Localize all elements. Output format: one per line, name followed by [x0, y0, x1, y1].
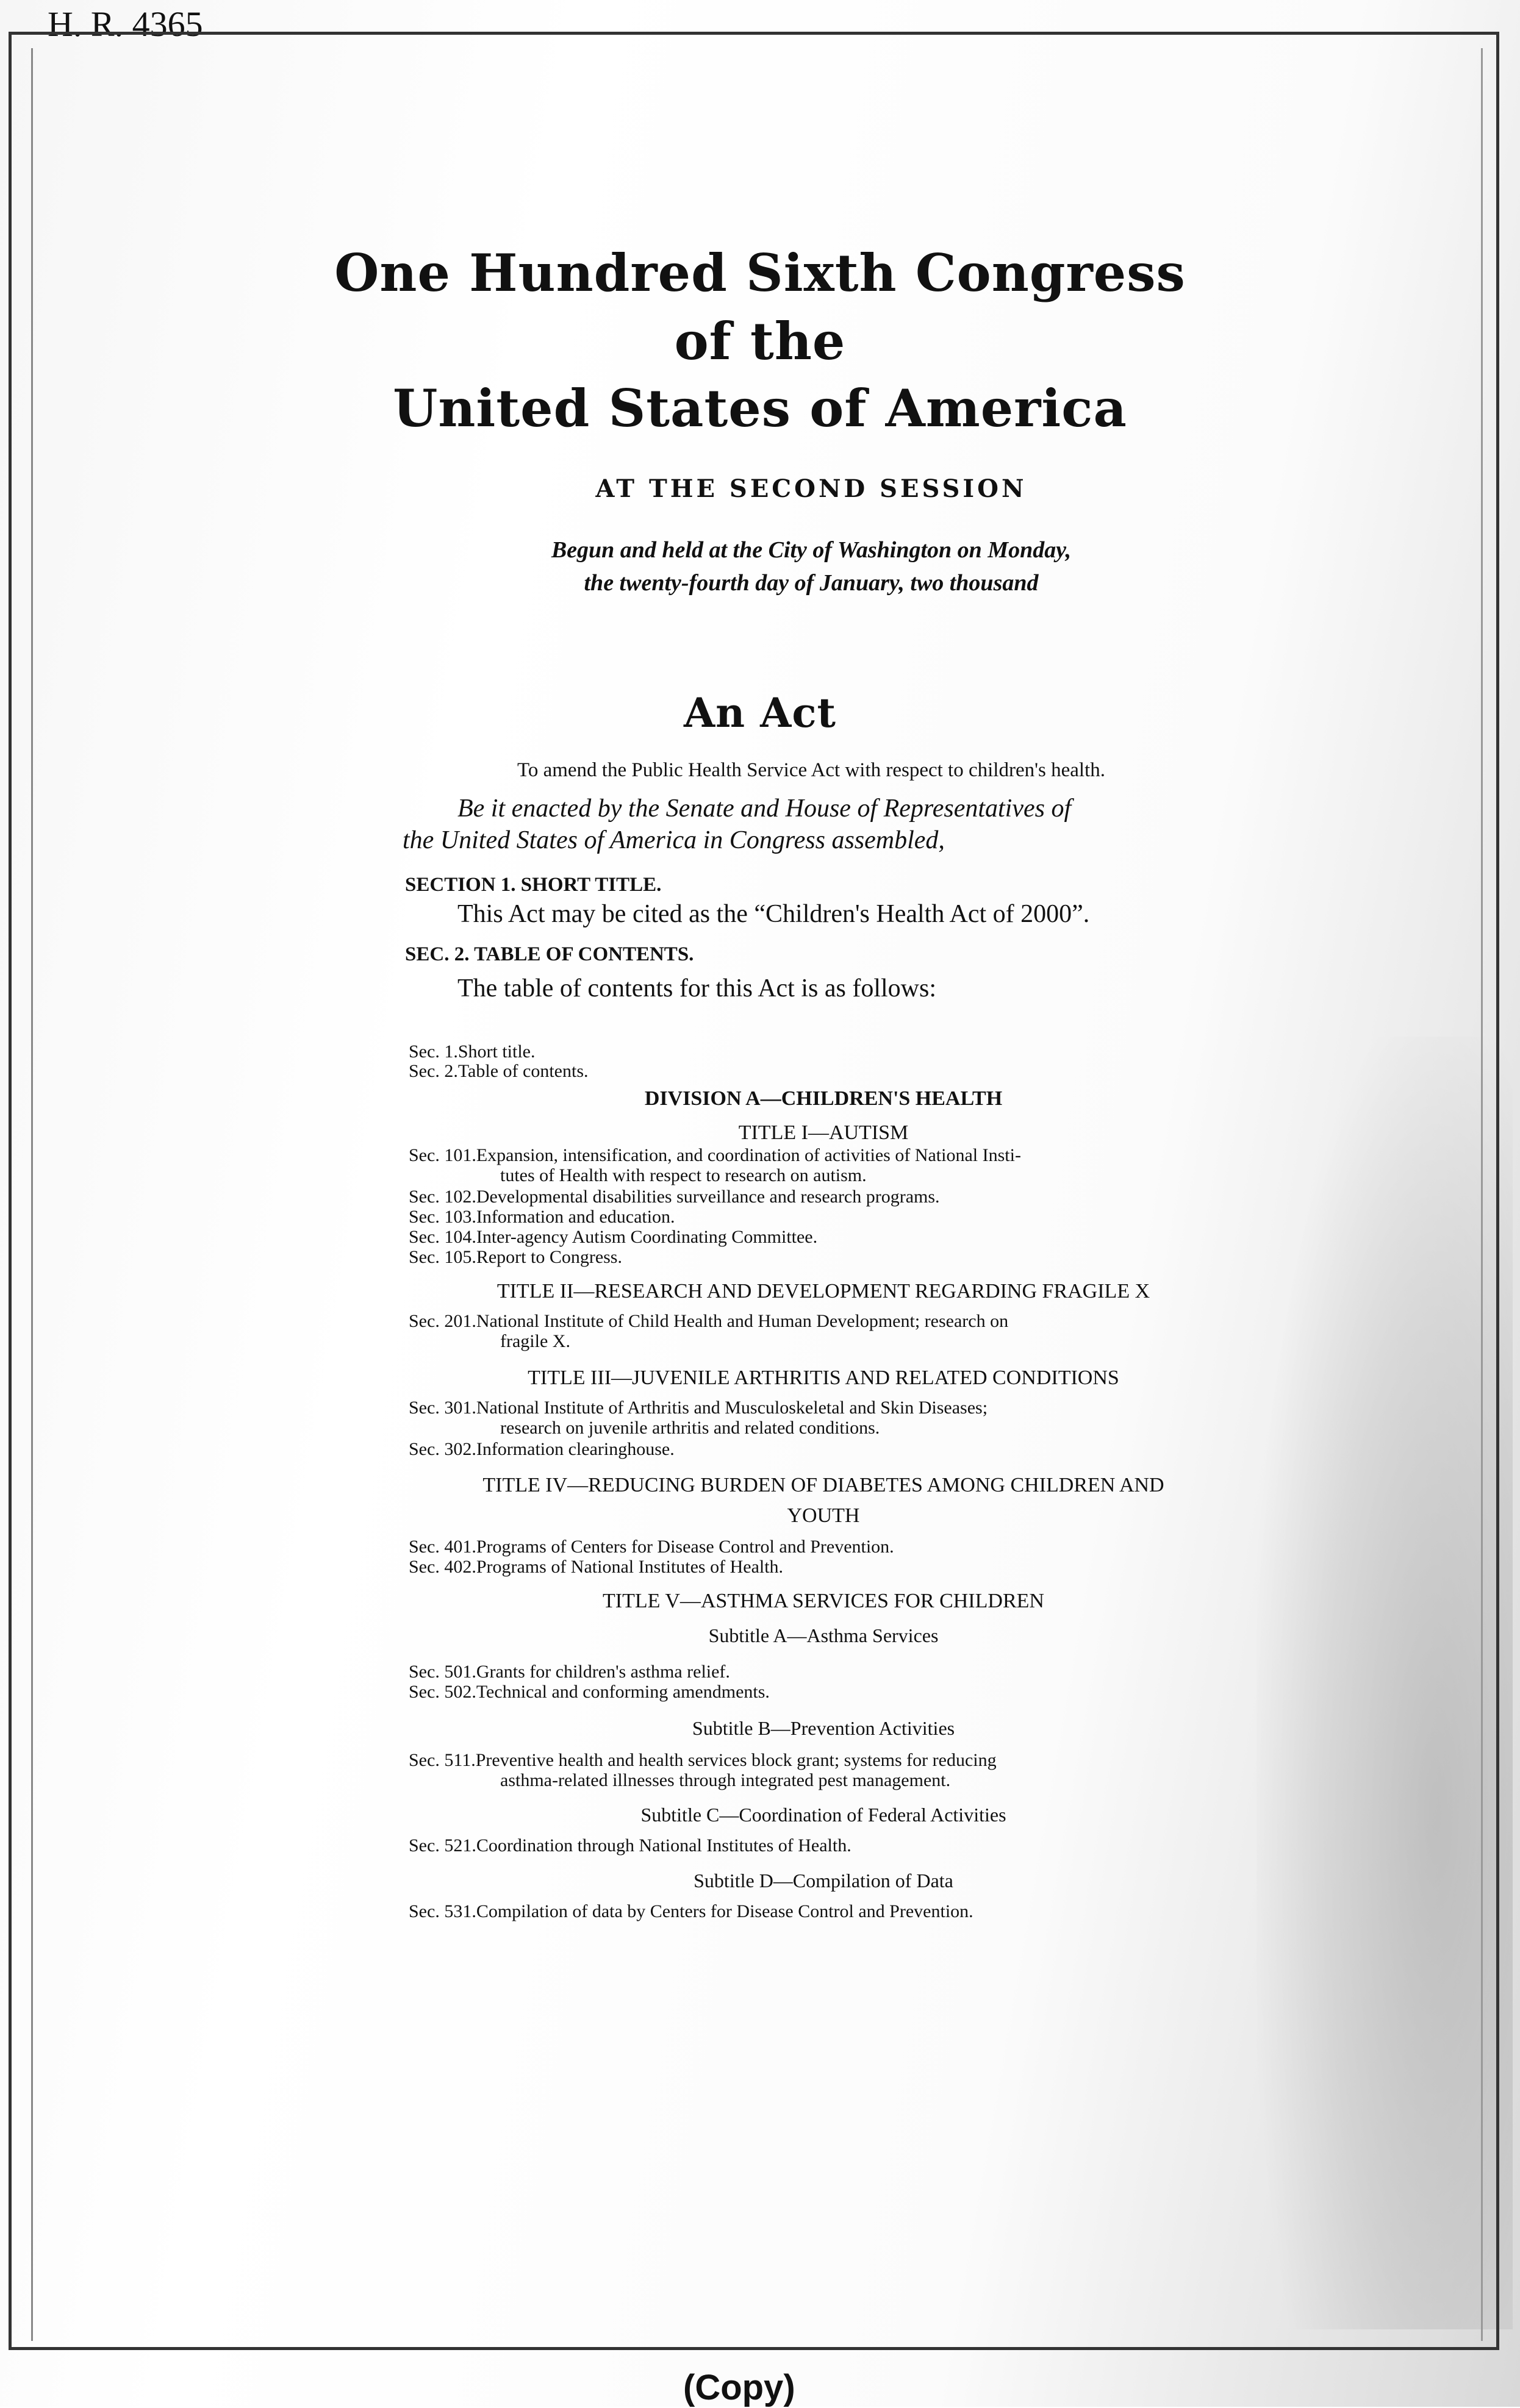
- act-title: An Act: [683, 689, 837, 737]
- act-purpose: To amend the Public Health Service Act with respect to children's health.: [517, 759, 1106, 781]
- toc-entry-sec-402: Sec. 402.Programs of National Institutes of Health.: [409, 1557, 784, 1577]
- toc-entry-sec-401: Sec. 401.Programs of Centers for Disease Control and Prevention.: [409, 1537, 894, 1557]
- toc-entry-sec-301: Sec. 301.National Institute of Arthritis and Musculoskeletal and Skin Diseases; research on juvenile arthritis and related conditions.: [409, 1398, 988, 1438]
- division-a-heading: DIVISION A—CHILDREN'S HEALTH: [644, 1087, 1003, 1110]
- toc-entry-sec-104: Sec. 104.Inter-agency Autism Coordinating Committee.: [409, 1227, 818, 1247]
- subtitle-b-heading: Subtitle B—Prevention Activities: [692, 1717, 955, 1739]
- begun-line-1: Begun and held at the City of Washington on Monday,: [551, 537, 1072, 563]
- begun-line-2: the twenty-fourth day of January, two thousand: [584, 570, 1039, 596]
- section-2-text: The table of contents for this Act is as follows:: [457, 974, 937, 1002]
- toc-entry-sec-103: Sec. 103.Information and education.: [409, 1207, 675, 1227]
- toc-entry-sec-501: Sec. 501.Grants for children's asthma relief.: [409, 1662, 730, 1682]
- section-1-heading: SECTION 1. SHORT TITLE.: [405, 874, 662, 896]
- session-line: AT THE SECOND SESSION: [595, 474, 1027, 503]
- enacting-line-1: Be it enacted by the Senate and House of Representatives of: [457, 795, 1072, 823]
- toc-entry-sec-521: Sec. 521.Coordination through National Institutes of Health.: [409, 1835, 851, 1856]
- title-2-heading: TITLE II—RESEARCH AND DEVELOPMENT REGARDING FRAGILE X: [497, 1280, 1150, 1302]
- toc-entry-sec-105: Sec. 105.Report to Congress.: [409, 1247, 622, 1267]
- copy-label: (Copy): [683, 2368, 795, 2407]
- enacting-clause: [403, 793, 1244, 856]
- toc-entry-sec-502: Sec. 502.Technical and conforming amendments.: [409, 1682, 770, 1702]
- document-number: H. R. 4365: [48, 4, 203, 44]
- toc-entry-sec-2: Sec. 2.Table of contents.: [409, 1061, 589, 1081]
- enacting-line-2: the United States of America in Congress assembled,: [403, 826, 945, 854]
- subtitle-d-heading: Subtitle D—Compilation of Data: [694, 1870, 953, 1892]
- title-4-heading-line-2: YOUTH: [787, 1504, 860, 1527]
- title-3-heading: TITLE III—JUVENILE ARTHRITIS AND RELATED CONDITIONS: [528, 1367, 1119, 1389]
- congress-of-the: of the: [674, 311, 846, 371]
- toc-entry-sec-102: Sec. 102.Developmental disabilities surveillance and research programs.: [409, 1187, 940, 1207]
- toc-entry-sec-201: Sec. 201.National Institute of Child Health and Human Development; research on fragile X.: [409, 1311, 1009, 1351]
- toc-entry-sec-531: Sec. 531.Compilation of data by Centers for Disease Control and Prevention.: [409, 1901, 973, 1921]
- toc-entry-sec-101: Sec. 101.Expansion, intensification, and coordination of activities of National Insti- tutes of Health with respect to research on autism.: [409, 1145, 1021, 1185]
- toc-entry-sec-302: Sec. 302.Information clearinghouse.: [409, 1439, 675, 1459]
- toc-entry-sec-511: Sec. 511.Preventive health and health services block grant; systems for reducing asthma-related illnesses through integrated pest management.: [409, 1750, 997, 1790]
- title-1-heading: TITLE I—AUTISM: [738, 1121, 909, 1144]
- title-4-heading-line-1: TITLE IV—REDUCING BURDEN OF DIABETES AMONG CHILDREN AND: [482, 1474, 1164, 1496]
- section-1-text: This Act may be cited as the “Children's Health Act of 2000”.: [457, 900, 1090, 928]
- title-5-heading: TITLE V—ASTHMA SERVICES FOR CHILDREN: [603, 1590, 1044, 1612]
- congress-country: United States of America: [393, 378, 1127, 438]
- subtitle-a-heading: Subtitle A—Asthma Services: [708, 1624, 939, 1646]
- congress-title: One Hundred Sixth Congress: [334, 243, 1186, 303]
- toc-entry-sec-1: Sec. 1.Short title.: [409, 1041, 536, 1062]
- subtitle-c-heading: Subtitle C—Coordination of Federal Activities: [640, 1804, 1006, 1826]
- section-2-heading: SEC. 2. TABLE OF CONTENTS.: [405, 943, 694, 965]
